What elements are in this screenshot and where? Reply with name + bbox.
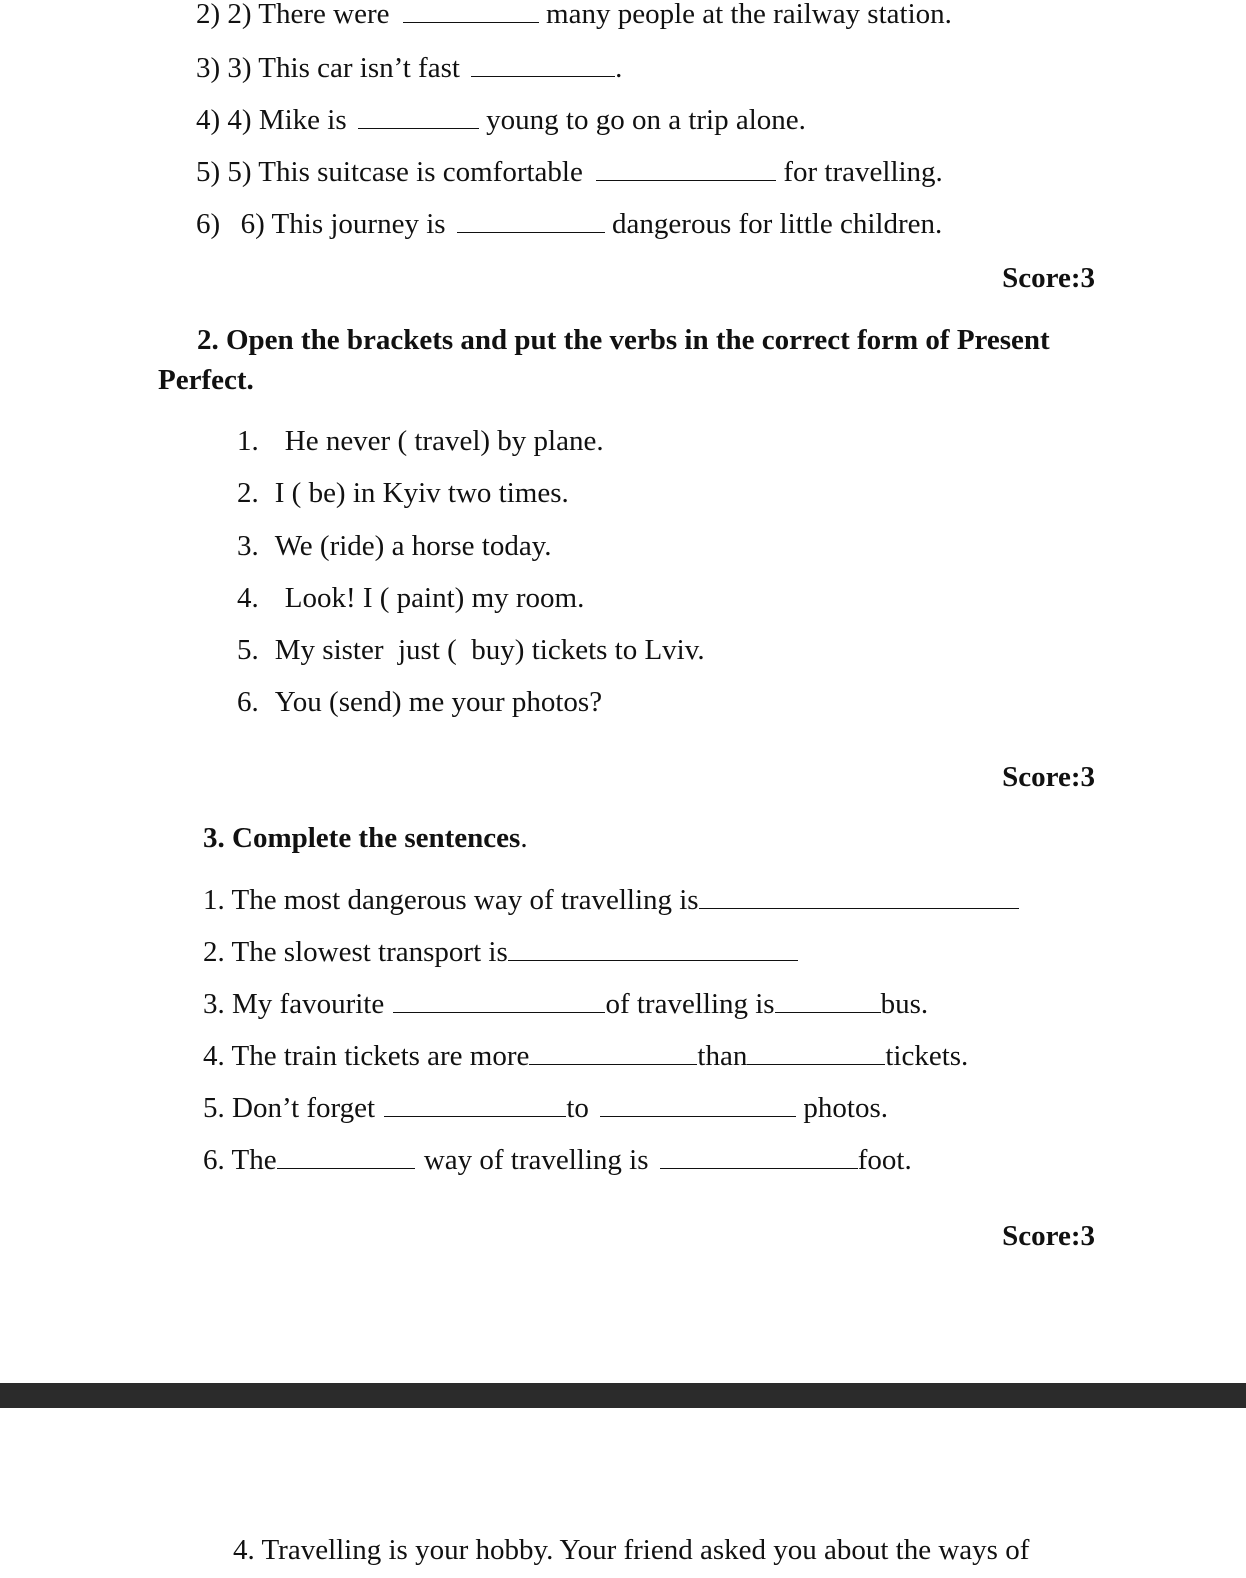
answer-blank[interactable] — [747, 1040, 885, 1065]
answer-blank[interactable] — [403, 0, 539, 23]
exercise3-item-3: 3. My favourite of travelling is bus. — [203, 988, 929, 1020]
exercise2-item-1: 1. He never ( travel) by plane. — [237, 425, 604, 457]
answer-blank[interactable] — [471, 52, 615, 77]
exercise4-prompt: 4. Travelling is your hobby. Your friend asked you about the ways of — [233, 1534, 1030, 1566]
exercise3-item-5: 5. Don’t forget to photos. — [203, 1092, 889, 1124]
exercise2-title-cont: Perfect. — [158, 364, 254, 396]
exercise2-item-4: 4. Look! I ( paint) my room. — [237, 582, 585, 614]
score-label: Score:3 — [1002, 1220, 1095, 1252]
score-label: Score:3 — [1002, 262, 1095, 294]
exercise1-item-5: 5) 5) This suitcase is comfortable for travelling. — [196, 156, 943, 188]
exercise2-item-6: 6. You (send) me your photos? — [237, 686, 603, 718]
score-label: Score:3 — [1002, 761, 1095, 793]
exercise2-item-3: 3. We (ride) a horse today. — [237, 530, 552, 562]
exercise2-title: 2. Open the brackets and put the verbs in the correct form of Present — [197, 324, 1050, 356]
exercise1-item-3: 3) 3) This car isn’t fast . — [196, 52, 623, 84]
answer-blank[interactable] — [358, 104, 479, 129]
exercise2-item-2: 2. I ( be) in Kyiv two times. — [237, 477, 569, 509]
exercise1-item-4: 4) 4) Mike is young to go on a trip alone. — [196, 104, 806, 136]
exercise1-item-2: 2) 2) There were many people at the railway station. — [196, 0, 952, 30]
answer-blank[interactable] — [660, 1144, 858, 1169]
exercise3-item-6: 6. The way of travelling is foot. — [203, 1144, 912, 1176]
answer-blank[interactable] — [393, 988, 605, 1013]
exercise3-title: 3. Complete the sentences. — [203, 822, 528, 854]
exercise3-item-2: 2. The slowest transport is — [203, 934, 798, 970]
exercise3-item-4: 4. The train tickets are more than tickets. — [203, 1040, 969, 1072]
answer-blank[interactable] — [600, 1092, 796, 1117]
answer-blank[interactable] — [277, 1144, 415, 1169]
exercise2-item-5: 5. My sister just ( buy) tickets to Lviv. — [237, 634, 705, 666]
page-separator — [0, 1383, 1246, 1408]
exercise1-item-6: 6) 6) This journey is dangerous for little children. — [196, 208, 943, 240]
answer-blank[interactable] — [457, 208, 605, 233]
answer-blank[interactable] — [529, 1040, 697, 1065]
answer-blank[interactable] — [384, 1092, 566, 1117]
exercise3-item-1: 1. The most dangerous way of travelling is — [203, 882, 1019, 918]
answer-blank[interactable] — [508, 936, 798, 961]
answer-blank[interactable] — [699, 884, 1019, 909]
answer-blank[interactable] — [775, 988, 881, 1013]
answer-blank[interactable] — [596, 156, 776, 181]
